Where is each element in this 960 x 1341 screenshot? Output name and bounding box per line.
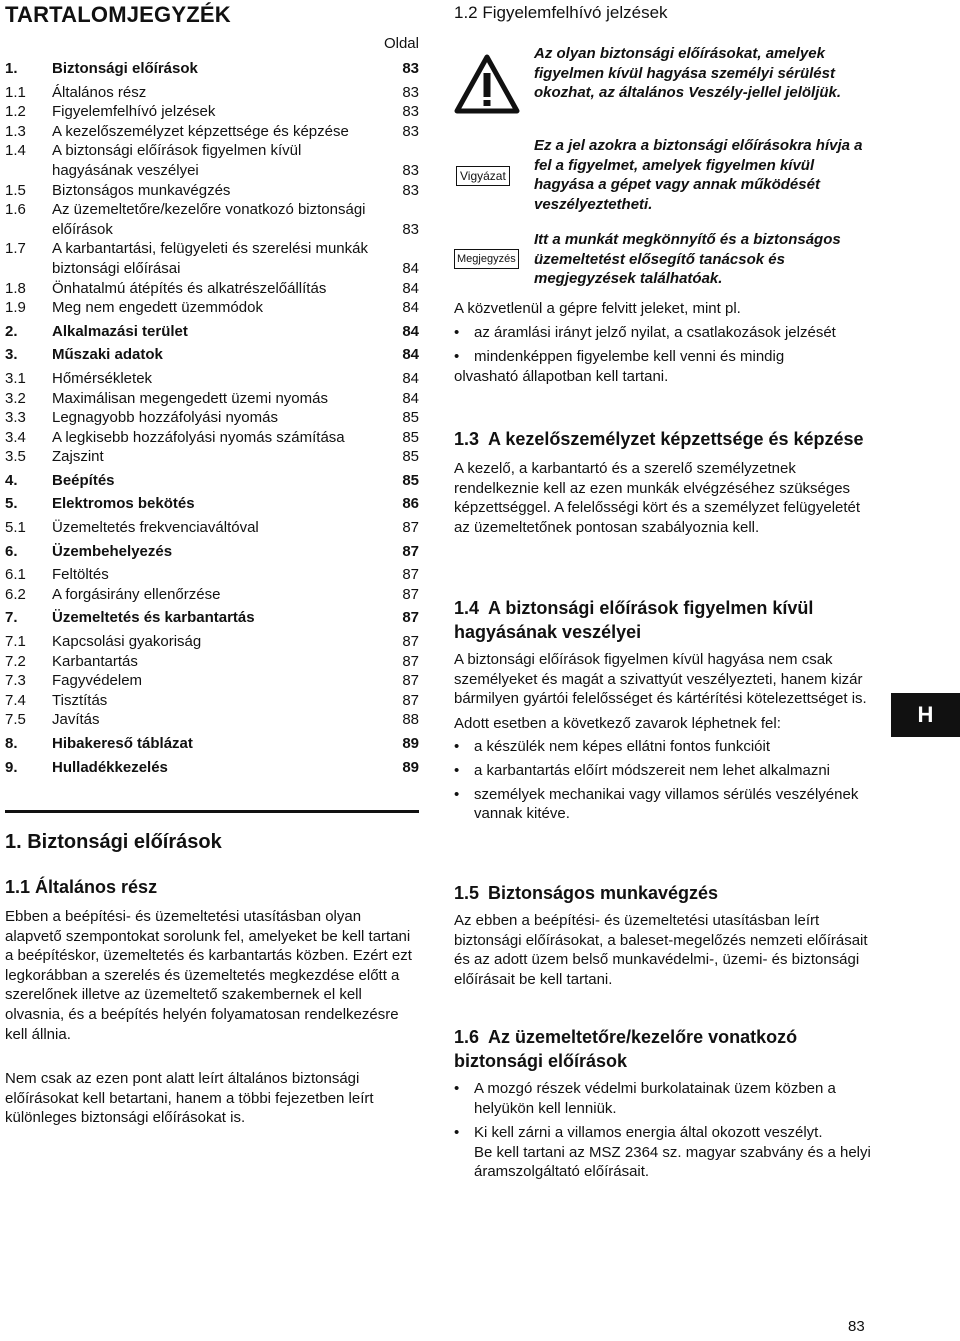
toc-entry-title: Biztonságos munkavégzés — [52, 181, 231, 199]
toc-entry-page: 87 — [402, 542, 419, 560]
toc-entry-number: 1.1 — [5, 83, 26, 101]
toc-entry-number: 7.3 — [5, 672, 26, 690]
toc-entry — [5, 279, 419, 299]
toc-entry-number: 1.2 — [5, 103, 26, 121]
toc-entry-number: 1.6 — [5, 201, 26, 219]
page-number: 83 — [848, 1318, 865, 1335]
toc-entry-number: 1.3 — [5, 122, 26, 140]
toc-page-header: Oldal — [383, 35, 419, 52]
toc-entry-page: 87 — [402, 609, 419, 627]
toc-entry — [5, 141, 419, 180]
marks-end: olvasható állapotban kell tartani. — [454, 367, 669, 385]
toc-entry — [5, 691, 419, 711]
toc-entry-title: Tisztítás — [52, 691, 108, 709]
toc-entry-number: 7.5 — [5, 711, 26, 729]
toc-entry-number: 3.5 — [5, 448, 26, 466]
toc-entry-number: 3.1 — [5, 369, 26, 387]
toc-entry-number: 3. — [5, 346, 18, 364]
toc-entry — [5, 494, 419, 514]
toc-entry-page: 84 — [402, 299, 419, 317]
toc-entry-title: Általános rész — [52, 83, 147, 101]
toc-entry-number: 6.2 — [5, 585, 26, 603]
toc-entry-page: 86 — [402, 495, 419, 513]
section-1-1-title: 1.1 Általános rész — [5, 877, 158, 897]
toc-entry-title: Üzemeltetés frekvenciaváltóval — [52, 519, 259, 537]
marks-bullet-2: • mindenképpen figyelembe kell venni és mindig — [454, 348, 785, 366]
section-1-4 — [454, 596, 874, 824]
toc-entry-title: Meg nem engedett üzemmódok — [52, 299, 263, 317]
toc-entry-page: 83 — [402, 161, 419, 179]
toc-entry-number: 1.9 — [5, 299, 26, 317]
section-1-4-title: 1.4 A biztonsági előírások figyelmen kívül hagyásának veszélyei — [454, 598, 814, 642]
toc-entry — [5, 542, 419, 562]
toc-entry-title: Biztonsági előírások — [52, 60, 198, 77]
toc-entry-number: 5.1 — [5, 519, 26, 537]
toc-entry-title: Fagyvédelem — [52, 672, 143, 690]
toc-entry — [5, 389, 419, 409]
megjegyzes-label: Megjegyzés — [454, 249, 519, 269]
section-1-5-title: 1.5 Biztonságos munkavégzés — [454, 883, 719, 903]
toc-entry — [5, 565, 419, 585]
toc-entry-number: 1. — [5, 60, 18, 77]
section-1-4-bullet-2: • a karbantartás előírt módszereit nem lehet alkalmazni — [454, 761, 831, 779]
toc-entry-number: 2. — [5, 322, 18, 340]
toc-title: TARTALOMJEGYZÉK — [5, 2, 231, 27]
toc-entry-page: 84 — [402, 279, 419, 297]
toc-entry-page: 87 — [402, 691, 419, 709]
toc-entry — [5, 758, 419, 778]
toc-entry-number: 7.4 — [5, 691, 26, 709]
marks-block — [454, 299, 874, 386]
toc-entry-page: 84 — [402, 389, 419, 407]
toc-entry-title: Legnagyobb hozzáfolyási nyomás — [52, 409, 278, 427]
vigyazat-label: Vigyázat — [456, 166, 510, 186]
toc-entry-page: 85 — [402, 409, 419, 427]
toc-entry-page: 87 — [402, 519, 419, 537]
section-1-3 — [454, 427, 874, 537]
divider — [5, 810, 419, 813]
toc-entry-title: Önhatalmú átépítés és alkatrészelőállítás — [52, 279, 327, 297]
toc-entry-page: 85 — [402, 448, 419, 466]
toc-entry-title: Kapcsolási gyakoriság — [52, 633, 202, 651]
section-1-6-bullet-1: • A mozgó részek védelmi burkolatainak üzem közben a helyükön kell lenniük. — [454, 1080, 836, 1117]
toc-entry-page: 89 — [402, 735, 419, 752]
toc-entry-page: 83 — [402, 83, 419, 101]
toc-entry-page: 89 — [402, 758, 419, 776]
toc-entry-title: Javítás — [52, 711, 100, 729]
toc-entry-title: A karbantartási, felügyeleti és szerelési munkák biztonsági előírásai — [52, 240, 368, 277]
toc-entry-title: Alkalmazási terület — [52, 322, 188, 340]
toc-entry — [5, 447, 419, 467]
toc-entry-title: Műszaki adatok — [52, 346, 163, 364]
toc-entry-page: 83 — [402, 122, 419, 140]
toc-entry-number: 3.2 — [5, 389, 26, 407]
toc-entry — [5, 710, 419, 730]
toc-entry-page: 84 — [402, 322, 419, 340]
toc-entry-page: 87 — [402, 652, 419, 670]
toc-entry — [5, 200, 419, 239]
section-1-2-title: 1.2 Figyelemfelhívó jelzések — [454, 3, 668, 22]
section-1-5-text: Az ebben a beépítési- és üzemeltetési utasításban leírt biztonsági előírásokat, a baleset-megelőzés nemzeti előírásait és az adott üzem belső munkavédelmi-, üzemi- és biztonsági előírásait be kell tartani. — [454, 912, 868, 988]
language-tab: H — [891, 693, 960, 737]
toc-entry — [5, 608, 419, 628]
toc-entry — [5, 428, 419, 448]
section-1-1-paragraph-2: Nem csak az ezen pont alatt leírt általános biztonsági előírásokat kell betartani, hanem a többi fejezetben leírt különleges biztonsági előírásokat is. — [5, 1070, 374, 1127]
section-1-6-title: 1.6 Az üzemeltetőre/kezelőre vonatkozó biztonsági előírások — [454, 1027, 798, 1071]
toc-entry-title: A legkisebb hozzáfolyási nyomás számítása — [52, 428, 345, 446]
toc-entry — [5, 471, 419, 491]
section-1-3-title: 1.3 A kezelőszemélyzet képzettsége és képzése — [454, 429, 864, 449]
toc-entry — [5, 518, 419, 538]
section-1-4-bullet-3: • személyek mechanikai vagy villamos sérülés veszélyének vannak kitéve. — [454, 785, 859, 823]
toc-entry-title: A kezelőszemélyzet képzettsége és képzése — [52, 122, 349, 140]
toc-entry — [5, 408, 419, 428]
danger-text: Az olyan biztonsági előírásokat, amelyek figyelmen kívül hagyása személyi sérülést okozhat, az általános Veszély-jellel jelöljük. — [534, 45, 842, 102]
marks-intro: A közvetlenül a gépre felvitt jeleket, mint pl. — [454, 300, 741, 317]
toc-entry-title: Hőmérsékletek — [52, 369, 153, 387]
toc-entry-title: Hibakereső táblázat — [52, 735, 193, 752]
toc-entry-page: 83 — [402, 60, 419, 77]
toc-entry-page: 87 — [402, 566, 419, 584]
toc-entry-title: A biztonsági előírások figyelmen kívül hagyásának veszélyei — [52, 142, 302, 179]
toc-entry — [5, 59, 419, 79]
toc-entry-number: 3.3 — [5, 409, 26, 427]
toc-entry — [5, 181, 419, 201]
section-1-6-bullet-2: • Ki kell zárni a villamos energia által okozott veszélyt. Be kell tartani az MSZ 2364 sz. magyar szabvány és a helyi áramszolgáltató előírásait. — [454, 1124, 871, 1181]
toc-entry-page: 84 — [402, 346, 419, 364]
right-column — [454, 0, 874, 1341]
toc-entry-number: 1.8 — [5, 279, 26, 297]
toc-entry — [5, 122, 419, 142]
toc-entry — [5, 734, 419, 754]
toc-entry-title: Karbantartás — [52, 652, 138, 670]
toc-entry-page: 83 — [402, 103, 419, 121]
toc-entry-title: Feltöltés — [52, 566, 109, 584]
section-1-3-text: A kezelő, a karbantartó és a szerelő személyzetnek rendelkeznie kell az ezen munkák elvégzéséhez szükséges képzettséggel. A felelősségi kört és a személyzet felügyeletét az üzemeltetőnek pontosan szabályoznia kell. — [454, 460, 861, 536]
toc-entry-title: Üzembehelyezés — [52, 542, 173, 560]
marks-bullet-1: • az áramlási irányt jelző nyilat, a csatlakozások jelzését — [454, 323, 836, 341]
toc-entry — [5, 298, 419, 318]
section-1-4-bullet-1: • a készülék nem képes ellátni fontos funkcióit — [454, 738, 770, 756]
toc-entry-number: 7.1 — [5, 633, 26, 651]
toc-entry-page: 83 — [402, 220, 419, 238]
toc-entry — [5, 369, 419, 389]
toc-entry — [5, 671, 419, 691]
toc-entry-page: 84 — [402, 369, 419, 387]
section-1-4-text: A biztonsági előírások figyelmen kívül hagyása nem csak személyeket és magát a szivattyút veszélyezteti, hanem kizár bármilyen gyártói felelősséget és kártérítési kötelezettséget is. — [454, 651, 867, 708]
toc-entry — [5, 322, 419, 342]
section-1-6 — [454, 1025, 874, 1182]
toc-entry-page: 84 — [402, 259, 419, 277]
toc-entry-title: Maximálisan megengedett üzemi nyomás — [52, 389, 328, 407]
toc-entry-title: A forgásirány ellenőrzése — [52, 585, 221, 603]
toc-entry-number: 9. — [5, 758, 18, 776]
section-1-title: 1. Biztonsági előírások — [5, 831, 222, 853]
toc-entry-number: 3.4 — [5, 428, 26, 446]
toc-entry-number: 6. — [5, 542, 18, 560]
megjegyzes-text: Itt a munkát megkönnyítő és a biztonságos üzemeltetést elősegítő tanácsok és megjegyzések találhatóak. — [534, 231, 841, 288]
toc-entry-title: Elektromos bekötés — [52, 495, 195, 513]
toc-entry-number: 8. — [5, 735, 18, 752]
vigyazat-text: Ez a jel azokra a biztonsági előírásokra hívja a fel a figyelmet, amelyek figyelmen kívül hagyása a gépet vagy annak működését veszélyeztetheti. — [534, 137, 863, 213]
toc-entry-title: Figyelemfelhívó jelzések — [52, 103, 216, 121]
toc-entry-title: Az üzemeltetőre/kezelőre vonatkozó biztonsági előírások — [52, 201, 366, 238]
toc-entry-page: 83 — [402, 181, 419, 199]
section-1-5 — [454, 881, 874, 989]
toc-entry-number: 7.2 — [5, 652, 26, 670]
toc-entry — [5, 652, 419, 672]
toc-entry-title: Beépítés — [52, 471, 115, 489]
toc-list — [5, 59, 419, 777]
toc-entry-page: 85 — [402, 471, 419, 489]
toc-entry-page: 85 — [402, 428, 419, 446]
toc-entry — [5, 239, 419, 278]
toc-entry-number: 1.7 — [5, 240, 26, 258]
toc-entry-number: 1.5 — [5, 181, 26, 199]
toc-entry — [5, 102, 419, 122]
toc-entry-page: 87 — [402, 672, 419, 690]
toc-entry-number: 7. — [5, 609, 18, 627]
section-1-4-intro: Adott esetben a következő zavarok léphetnek fel: — [454, 714, 781, 732]
toc-entry-number: 5. — [5, 495, 18, 513]
toc-entry-title: Üzemeltetés és karbantartás — [52, 609, 255, 627]
toc-entry-page: 87 — [402, 585, 419, 603]
toc-entry-page: 87 — [402, 633, 419, 651]
toc-entry-title: Hulladékkezelés — [52, 758, 168, 776]
toc-entry-number: 4. — [5, 471, 18, 489]
toc-entry-title: Zajszint — [52, 448, 104, 466]
warning-triangle-icon — [454, 54, 520, 119]
toc-entry — [5, 585, 419, 605]
toc-entry — [5, 632, 419, 652]
toc-entry-number: 1.4 — [5, 142, 26, 160]
toc-entry-number: 6.1 — [5, 566, 26, 584]
toc-entry-page: 88 — [402, 711, 419, 729]
toc-entry — [5, 83, 419, 103]
toc-entry — [5, 345, 419, 365]
section-1-1-paragraph-1: Ebben a beépítési- és üzemeltetési utasításban olyan alapvető szempontokat sorolunk fel, amelyeket be kell tartani a beépítéskor, üzemeltetés és karbantartás közben. Ezért ezt legkorábban a szerelés és üzemeltetés megkezdése előtt a szerelőnek illetve az üzemeltető szakembernek el kell olvasnia, és a beépítés helyén folyamatosan rendelkezésre kell állnia. — [5, 908, 412, 1043]
left-column — [5, 0, 419, 1341]
